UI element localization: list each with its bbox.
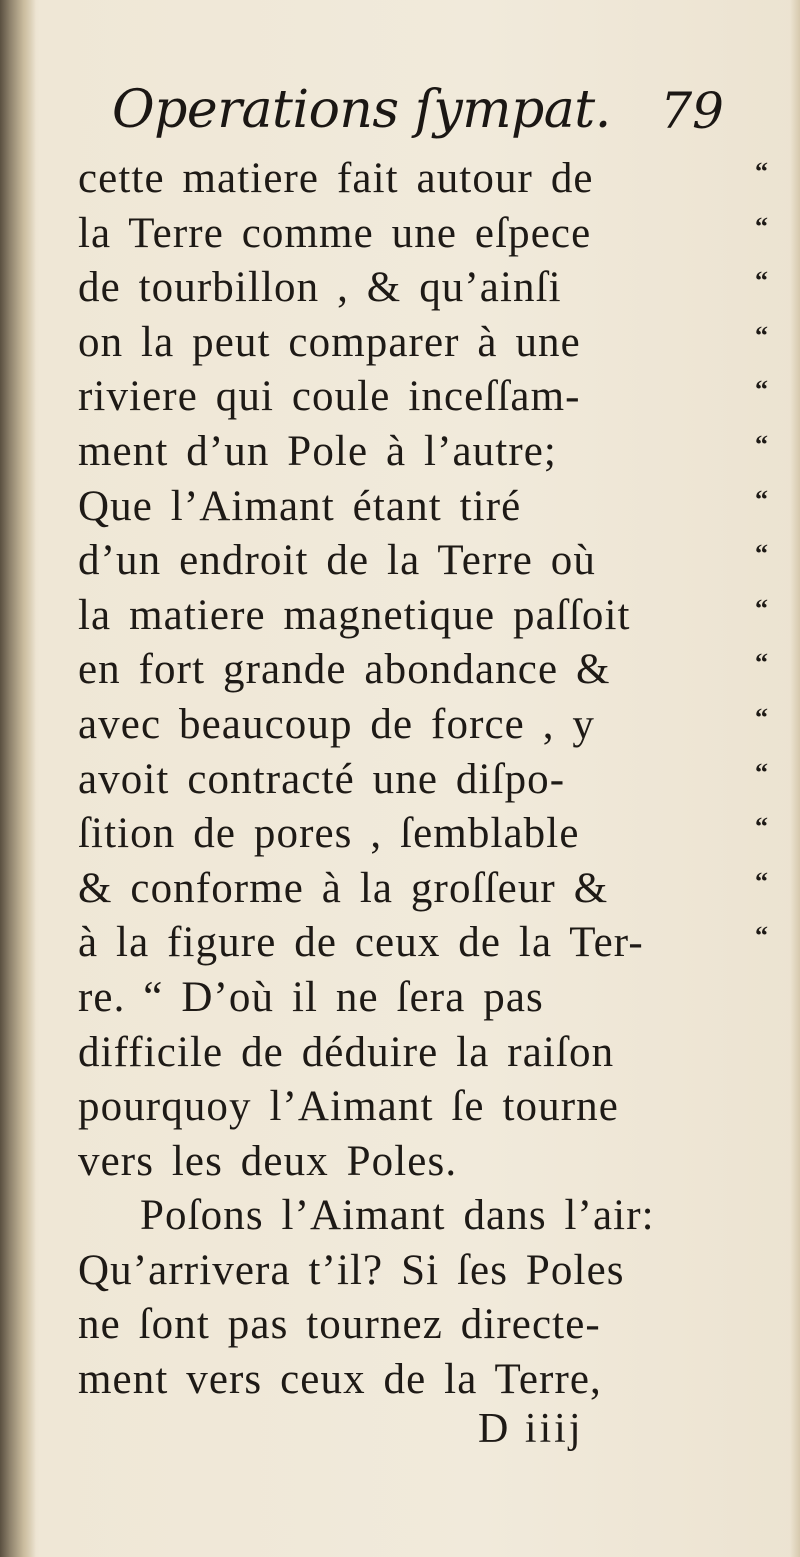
line-text: avec beaucoup de force , y	[78, 700, 596, 748]
text-line	[78, 1080, 768, 1135]
quote-mark: “	[755, 320, 768, 350]
quote-mark: “	[755, 375, 768, 405]
text-line	[78, 916, 768, 971]
line-text: d’un endroit de la Terre où	[78, 537, 596, 585]
text-line	[78, 316, 768, 371]
text-line	[78, 370, 768, 425]
quote-mark: “	[755, 648, 768, 678]
text-line	[78, 1026, 768, 1081]
text-line	[78, 480, 768, 535]
line-text: re. “ D’où il ne ſera pas	[78, 973, 544, 1021]
text-line	[78, 1135, 768, 1190]
text-line	[78, 698, 768, 753]
line-text: Qu’arrivera t’il? Si ſes Poles	[78, 1246, 625, 1294]
quote-mark: “	[755, 812, 768, 842]
line-text: en fort grande abondance &	[78, 646, 611, 694]
text-line	[78, 425, 768, 480]
quote-mark: “	[755, 539, 768, 569]
page-edge	[790, 0, 800, 1557]
line-text: & conforme à la groſſeur &	[78, 864, 609, 912]
line-text: difficile de déduire la raiſon	[78, 1028, 615, 1076]
text-line	[78, 643, 768, 698]
line-text: avoit contracté une diſpo-	[78, 755, 566, 803]
text-line	[78, 1353, 768, 1408]
text-line	[78, 152, 768, 207]
quote-mark: “	[755, 702, 768, 732]
signature-mark: D iiij	[478, 1406, 584, 1452]
text-line	[78, 807, 768, 862]
line-text: à la figure de ceux de la Ter-	[78, 919, 644, 967]
quote-mark: “	[755, 211, 768, 241]
quote-mark: “	[755, 429, 768, 459]
text-line	[78, 1298, 768, 1353]
quote-mark: “	[755, 266, 768, 296]
running-title: Operations ſympat.	[112, 80, 611, 140]
text-line	[78, 971, 768, 1026]
line-text: vers les deux Poles.	[78, 1137, 458, 1185]
text-line	[78, 534, 768, 589]
text-line	[78, 753, 768, 808]
text-line	[78, 261, 768, 316]
line-text: Que l’Aimant étant tiré	[78, 482, 522, 530]
line-text: ne ſont pas tournez directe-	[78, 1301, 601, 1349]
text-line	[78, 1189, 768, 1244]
line-text: de tourbillon , & qu’ainſi	[78, 264, 562, 312]
line-text: ſition de pores , ſemblable	[78, 810, 580, 858]
quote-mark: “	[755, 921, 768, 951]
quote-mark: “	[755, 757, 768, 787]
text-line	[78, 207, 768, 262]
line-text: Poſons l’Aimant dans l’air:	[140, 1192, 655, 1240]
body-text	[78, 152, 768, 1408]
text-line	[78, 1244, 768, 1299]
quote-mark: “	[755, 484, 768, 514]
line-text: pourquoy l’Aimant ſe tourne	[78, 1083, 619, 1131]
quote-mark: “	[755, 157, 768, 186]
quote-mark: “	[755, 593, 768, 623]
page-header	[112, 80, 732, 160]
binding-gutter	[0, 0, 36, 1557]
text-line	[78, 862, 768, 917]
quote-mark: “	[755, 866, 768, 896]
line-text: ment d’un Pole à l’autre;	[78, 427, 557, 475]
text-line	[78, 589, 768, 644]
page-number: 79	[660, 82, 724, 140]
line-text: la matiere magnetique paſſoit	[78, 591, 631, 639]
line-text: ment vers ceux de la Terre,	[78, 1356, 602, 1404]
line-text: la Terre comme une eſpece	[78, 209, 592, 257]
line-text: riviere qui coule inceſſam-	[78, 373, 581, 421]
line-text: cette matiere fait autour de	[78, 155, 594, 202]
line-text: on la peut comparer à une	[78, 318, 581, 366]
